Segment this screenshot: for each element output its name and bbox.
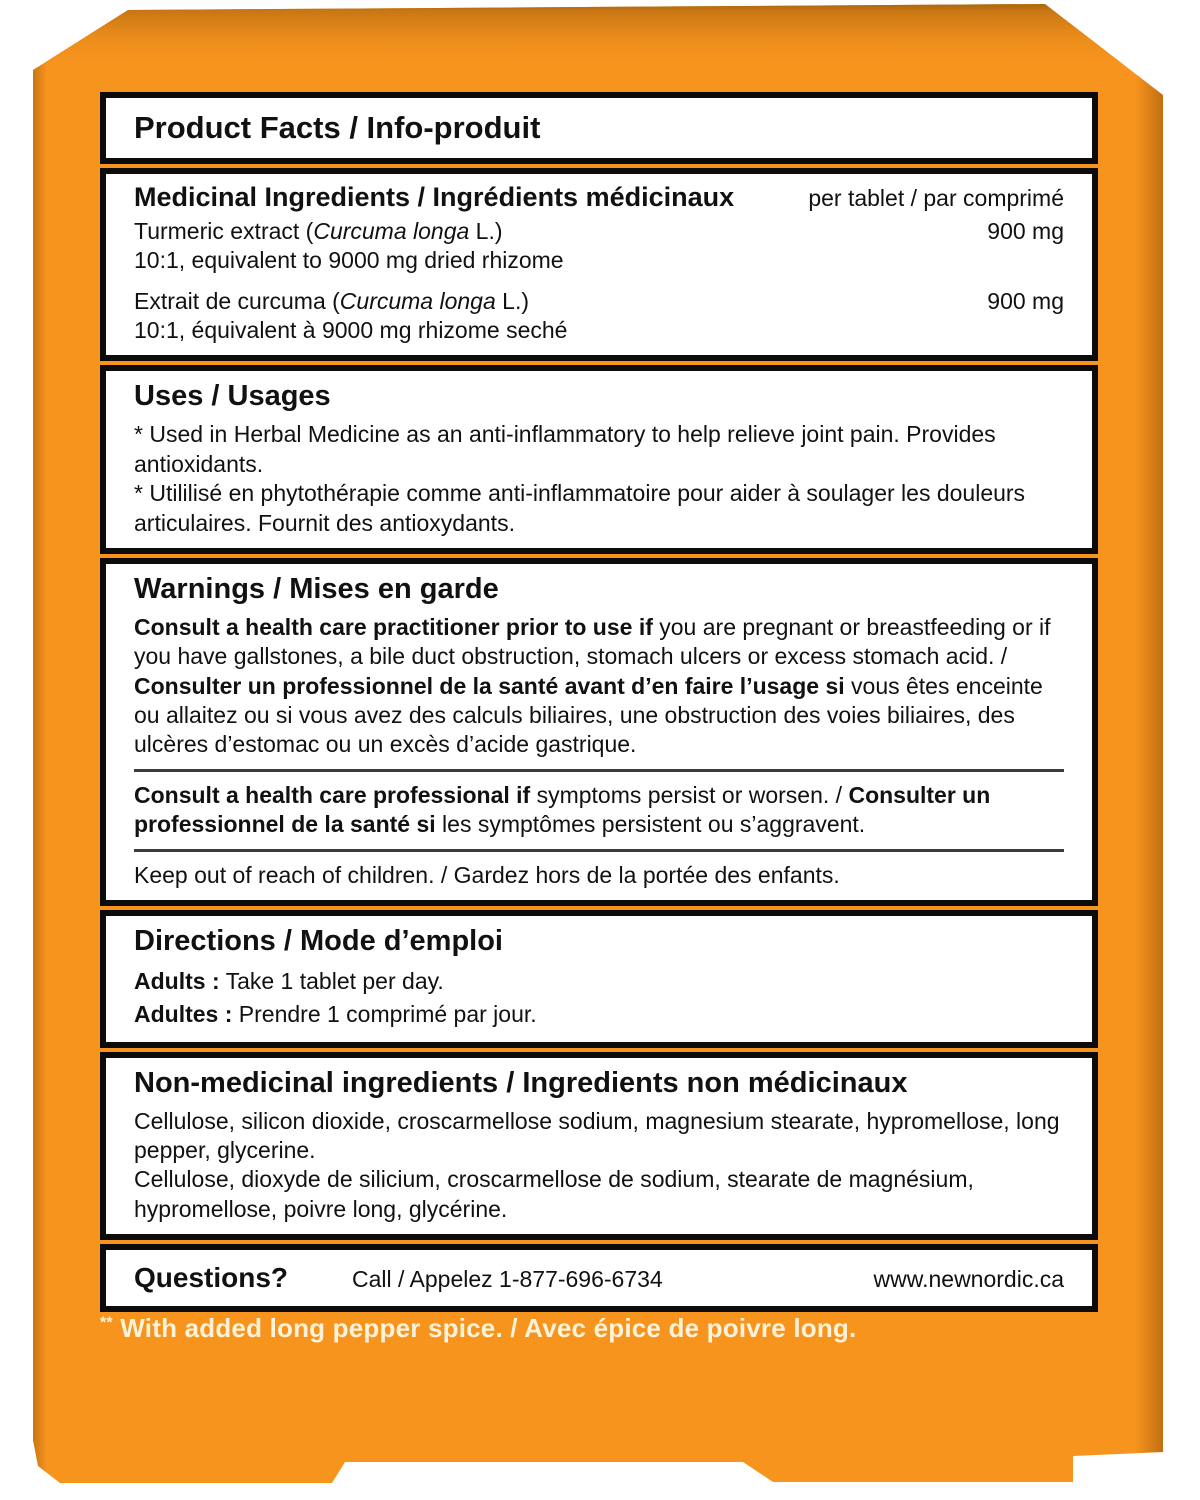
adults-text: Take 1 tablet per day. [219,968,444,995]
ingredient-amount: 900 mg [987,287,1064,314]
questions-heading: Questions? [134,1262,289,1294]
ingredient-amount: 900 mg [987,217,1064,244]
non-medicinal-list-en: Cellulose, silicon dioxide, croscarmellose sodium, magnesium stearate, hypromellose, long pepper, glycerine. [134,1107,1060,1163]
ingredient-latin-name: Curcuma longa [339,287,496,314]
medicinal-heading-row [134,182,1064,213]
non-medicinal-list-fr: Cellulose, dioxyde de silicium, croscarmellose de sodium, stearate de magnésium, hypromellose, poivre long, glycérine. [134,1166,974,1222]
warnings-paragraph-1 [134,613,1064,760]
per-tablet-label: per tablet / par comprimé [808,184,1064,211]
footnote-asterisks: ** [100,1314,113,1332]
website-url: www.newnordic.ca [873,1266,1064,1293]
section-warnings [100,558,1098,906]
section-uses [100,365,1098,554]
uses-paragraph-en: * Used in Herbal Medicine as an anti-inflammatory to help relieve joint pain. Provides antioxidants. [134,421,996,477]
warnings-paragraph-3: Keep out of reach of children. / Gardez hors de la portée des enfants. [134,861,840,888]
uses-paragraph-fr: * Utililisé en phytothérapie comme anti-inflammatoire pour aider à soulager les douleurs articulaires. Fournit des antioxydants. [134,480,1026,536]
warning-text-fr: vous êtes enceinte ou allaitez ou si vous avez des calculs biliaires, une obstruction des voies biliaires, des ulcères d’estomac ou un excès d’acide gastrique. [134,672,1043,758]
phone-number: Call / Appelez 1-877-696-6734 [352,1266,663,1293]
section-title [100,92,1098,164]
warning-bold-en: Consult a health care professional if [134,781,531,808]
warnings-heading: Warnings / Mises en garde [134,572,499,605]
warning-bold-fr: Consulter un professionnel de la santé si [134,781,991,838]
divider [134,849,1064,852]
divider [134,769,1064,772]
footnote [100,1313,1060,1344]
adultes-text: Prendre 1 comprimé par jour. [232,1001,537,1028]
warning-bold-en: Consult a health care practitioner prior to use if [134,613,653,640]
spacer [134,276,1064,287]
ingredient-detail: 10:1, équivalent à 9000 mg rhizome seché [134,316,568,343]
product-facts-panel [100,92,1098,1316]
footnote-text: With added long pepper spice. / Avec épice de poivre long. [112,1313,857,1343]
questions-row [134,1258,1064,1296]
carton-left-edge-shading [33,40,47,1490]
section-directions [100,910,1098,1047]
adultes-label: Adultes : [134,1001,233,1028]
ingredient-name-text: Turmeric extract ( [134,217,314,244]
ingredient-name-text: Extrait de curcuma ( [134,287,340,314]
warning-bold-fr: Consulter un professionnel de la santé avant d’en faire l’usage si [134,672,845,699]
warning-text-en: symptoms persist or worsen. / [530,781,849,808]
medicinal-heading: Medicinal Ingredients / Ingrédients médicinaux [134,181,735,212]
adults-label: Adults : [134,968,220,995]
non-medicinal-heading: Non-medicinal ingredients / Ingredients non médicinaux [134,1066,908,1099]
ingredient-row [134,287,1064,316]
section-questions [100,1244,1098,1312]
warning-text-fr: les symptômes persistent ou s’aggravent. [435,811,866,838]
ingredient-name [134,287,529,316]
panel-title: Product Facts / Info-produit [134,110,541,145]
directions-heading: Directions / Mode d’emploi [134,925,503,958]
ingredient-name [134,217,503,246]
section-medicinal-ingredients [100,168,1098,362]
ingredient-name-suffix: L.) [495,287,529,314]
ingredient-row [134,217,1064,246]
warnings-paragraph-2 [134,781,1064,840]
ingredient-detail: 10:1, equivalent to 9000 mg dried rhizome [134,247,564,274]
section-non-medicinal [100,1052,1098,1241]
uses-heading: Uses / Usages [134,380,331,413]
ingredient-latin-name: Curcuma longa [313,217,470,244]
ingredient-name-suffix: L.) [469,217,503,244]
directions-line-fr [134,998,1064,1031]
warning-text-en: you are pregnant or breastfeeding or if you have gallstones, a bile duct obstruction, stomach ulcers or excess stomach acid. / [134,613,1051,670]
directions-line-en [134,965,1064,998]
